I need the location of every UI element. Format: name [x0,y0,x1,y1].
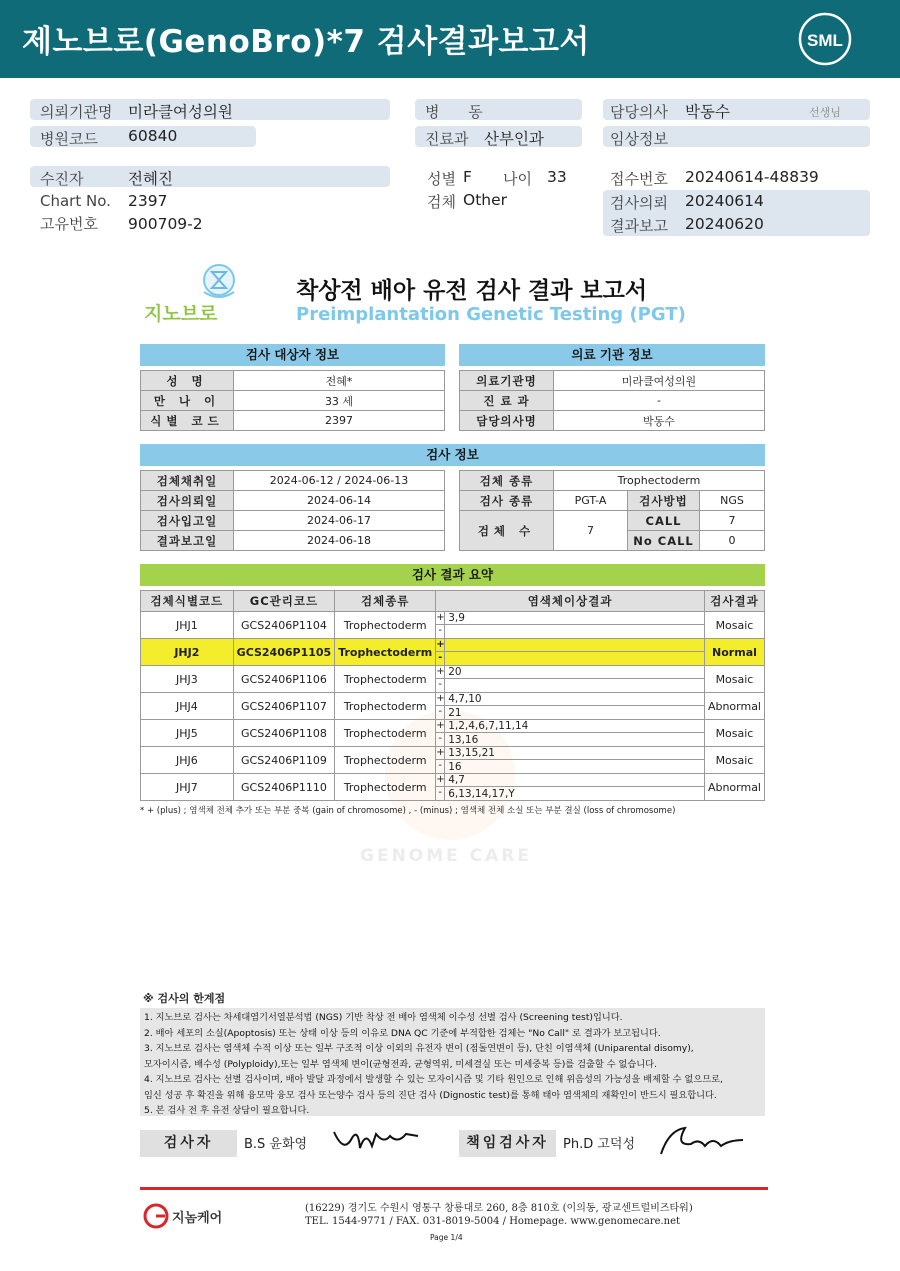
subject-age-label: 만 나 이 [141,391,234,411]
minus-row [436,652,704,665]
plus-sign: + [436,747,445,758]
company-name: 지놈케어 [172,1211,223,1226]
gc-code-cell: GCS2406P1109 [233,747,335,774]
address-line: (16229) 경기도 수원시 영통구 창룡대로 260, 8층 810호 (이의동, 광교센트럴비즈타워) [305,1203,693,1214]
subject-info-header: 검사 대상자 정보 [140,344,445,366]
report-title-korean: 착상전 배아 유전 검사 결과 보고서 [296,278,648,304]
received-date-value: 2024-06-17 [234,511,445,531]
clinic-info-header: 의료 기관 정보 [459,344,765,366]
minus-sign: - [436,733,445,746]
test-result-cell: Mosaic [704,612,764,639]
received-date-label: 검사입고일 [141,511,234,531]
minus-chromosomes: 16 [448,760,462,773]
call-value: 7 [700,511,765,531]
minus-sign: - [436,625,445,638]
chart-label: Chart No. [40,192,111,210]
genomecare-logo-icon [143,1203,169,1229]
department-label: 진료과 [425,130,469,148]
specimen-type-cell: Trophectoderm [335,612,436,639]
test-result-cell: Abnormal [704,693,764,720]
sample-id-cell: JHJ7 [141,774,234,801]
plus-sign: + [436,693,445,704]
footer-divider [140,1187,768,1190]
specimen-type-cell: Trophectoderm [335,747,436,774]
sex-label: 성별 [427,170,456,188]
plus-sign: + [436,612,445,623]
table-row [141,720,765,747]
receipt-value: 20240614-48839 [685,168,819,186]
tester-signature [330,1124,422,1158]
chromosome-result-cell [436,666,705,693]
gc-code-cell: GCS2406P1106 [233,666,335,693]
clinic-doctor-value: 박동수 [554,411,765,431]
test-result-cell: Mosaic [704,720,764,747]
subject-name-value: 전혜* [234,371,445,391]
test-specimen-table [459,470,765,551]
table-row [141,774,765,801]
minus-row [436,706,704,719]
limitations-title: ※ 검사의 한계점 [143,992,226,1005]
collection-value: 2024-06-12 / 2024-06-13 [234,471,445,491]
minus-row [436,733,704,746]
minus-row [436,787,704,800]
minus-sign: - [436,706,445,719]
subject-age-value: 33 세 [234,391,445,411]
clinic-dept-value: - [554,391,765,411]
count-value: 7 [554,511,628,551]
specimen-type-cell: Trophectoderm [335,774,436,801]
test-result-cell: Mosaic [704,666,764,693]
count-label: 검체 수 [460,511,554,551]
limitation-item: 4. 지노브로 검사는 선별 검사이며, 배아 발달 과정에서 발생할 수 있는 모자이시즘 및 기타 원인으로 인해 위음성의 가능성을 배제할 수 없으므로, [144,1074,723,1085]
id-value: 900709-2 [128,215,203,233]
limitation-item: 5. 본 검사 전 후 유전 상담이 필요합니다. [144,1105,310,1116]
page-number: Page 1/4 [430,1233,463,1242]
report-title-english: Preimplantation Genetic Testing (PGT) [296,304,686,325]
specimen-type-cell: Trophectoderm [335,693,436,720]
clinic-dept-label: 진 료 과 [460,391,554,411]
request-date-label: 검사의뢰일 [141,491,234,511]
department-value: 산부인과 [484,130,544,148]
specimen-value: Other [463,191,508,209]
report-label: 결과보고 [610,217,668,235]
chart-value: 2397 [128,192,168,210]
id-label: 고유번호 [40,215,98,233]
minus-row [436,679,704,692]
clinic-name-label: 의료기관명 [460,371,554,391]
specimen-type-cell: Trophectoderm [335,720,436,747]
test-info-header: 검사 정보 [140,444,765,466]
gc-code-cell: GCS2406P1110 [233,774,335,801]
subject-code-label: 식별 코드 [141,411,234,431]
request-label: 검사의뢰 [610,194,668,212]
plus-sign: + [436,639,445,650]
gc-code-cell: GCS2406P1107 [233,693,335,720]
genobro-logo [140,262,255,324]
chromosome-result-cell [436,720,705,747]
request-value: 20240614 [685,192,764,210]
gc-code-cell: GCS2406P1108 [233,720,335,747]
sample-id-cell: JHJ5 [141,720,234,747]
plus-sign: + [436,666,445,677]
test-type-label: 검사 종류 [460,491,554,511]
table-row [141,693,765,720]
col-specimen-type: 검체종류 [335,591,436,612]
chromosome-result-cell [436,639,705,666]
report-date-value: 2024-06-18 [234,531,445,551]
summary-header: 검사 결과 요약 [140,564,765,586]
summary-table [140,590,765,801]
company-address [305,1202,693,1228]
minus-chromosomes: 21 [448,706,462,719]
plus-chromosomes: 20 [448,666,462,678]
method-value: NGS [700,491,765,511]
plus-row [436,747,704,760]
report-date-label: 결과보고일 [141,531,234,551]
header-bar [0,0,900,78]
report-value: 20240620 [685,215,764,233]
col-test-result: 검사결과 [704,591,764,612]
receipt-label: 접수번호 [610,170,668,188]
minus-chromosomes: 6,13,14,17,Y [448,787,515,800]
plus-row [436,639,704,652]
col-sample-id: 검체식별코드 [141,591,234,612]
ward-label: 병 동 [425,103,495,121]
name-value: 전혜진 [128,170,173,188]
table-row [141,612,765,639]
hospital-code-label: 병원코드 [40,130,98,148]
specimen-type-value: Trophectoderm [554,471,765,491]
sml-logo-text: SML [807,31,843,50]
minus-chromosomes: 13,16 [448,733,479,746]
summary-footnote: * + (plus) ; 염색체 전체 추가 또는 부분 중복 (gain of chromosome) , - (minus) ; 염색체 전체 소실 또는 부분 결실 (loss of chromosome) [140,806,676,816]
limitation-item: 3. 지노브로 검사는 염색체 수적 이상 또는 일부 구조적 이상 이외의 유전자 변이 (점돌연변이 등), 단친 이염색체 (Uniparental disomy), [144,1043,694,1054]
subject-code-value: 2397 [234,411,445,431]
minus-sign: - [436,787,445,800]
watermark-text: GENOME CARE [360,846,533,866]
table-row [141,639,765,666]
tester-label: 검사자 [140,1130,237,1157]
limitations-box [140,1008,765,1116]
name-label: 수진자 [40,170,84,188]
clinic-doctor-label: 담당의사명 [460,411,554,431]
sample-id-cell: JHJ4 [141,693,234,720]
plus-row [436,720,704,733]
minus-sign: - [436,760,445,773]
chromosome-result-cell [436,693,705,720]
sample-id-cell: JHJ6 [141,747,234,774]
test-result-cell: Abnormal [704,774,764,801]
chromosome-result-cell [436,774,705,801]
sample-id-cell: JHJ1 [141,612,234,639]
nocall-value: 0 [700,531,765,551]
specimen-type-cell: Trophectoderm [335,639,436,666]
hospital-code-value: 60840 [128,127,178,145]
clinical-info-label: 임상정보 [610,130,668,148]
sml-logo [798,12,852,66]
test-dates-table [140,470,445,551]
page-title: 제노브로(GenoBro)*7 검사결과보고서 [22,24,590,60]
doctor-label: 담당의사 [610,103,668,121]
plus-row [436,774,704,787]
minus-sign: - [436,679,445,692]
specimen-type-label: 검체 종류 [460,471,554,491]
plus-chromosomes: 3,9 [448,612,465,624]
sample-id-cell: JHJ3 [141,666,234,693]
chromosome-result-cell [436,747,705,774]
institution-value: 미라클여성의원 [128,103,233,121]
col-gc-code: GC관리코드 [233,591,335,612]
plus-chromosomes: 4,7 [448,774,465,786]
chromosome-result-cell [436,612,705,639]
name-row [30,166,390,187]
institution-label: 의뢰기관명 [40,103,113,121]
limitation-item: 임신 성공 후 확진을 위해 융모막 융모 검사 또는양수 검사 등의 진단 검사 (Dignostic test)를 통해 태아 염색체의 재확인이 반드시 필요합니다. [144,1089,717,1101]
test-type-value: PGT-A [554,491,628,511]
nocall-label: No CALL [628,531,700,551]
table-row [141,747,765,774]
table-row [141,666,765,693]
sex-value: F [463,168,472,186]
clinic-info-table [459,370,765,431]
age-label: 나이 [503,170,532,188]
tester-name: B.S 윤화영 [244,1137,308,1152]
plus-chromosomes: 4,7,10 [448,693,482,705]
doctor-suffix: 선생님 [809,106,841,119]
collection-label: 검체채취일 [141,471,234,491]
gc-code-cell: GCS2406P1105 [233,639,335,666]
limitation-item: 1. 지노브로 검사는 차세대염기서열분석법 (NGS) 기반 착상 전 배아 염색체 이수성 선별 검사 (Screening test)입니다. [144,1012,623,1023]
genobro-brand-text: 지노브로 [144,303,218,324]
subject-name-label: 성 명 [141,371,234,391]
limitation-item: 모자이시즘, 배수성 (Polyploidy),또는 일부 염색체 변이(균형전좌, 균형역위, 미세결실 또는 미세중복 등)를 검출할 수 없습니다. [144,1058,657,1070]
specimen-type-cell: Trophectoderm [335,666,436,693]
gc-code-cell: GCS2406P1104 [233,612,335,639]
age-value: 33 [547,168,567,186]
limitation-item: 2. 배아 세포의 소실(Apoptosis) 또는 상태 이상 등의 이유로 DNA QC 기준에 부적합한 검체는 "No Call" 로 결과가 보고됩니다. [144,1027,661,1039]
supervisor-signature [655,1124,747,1158]
plus-row [436,666,704,679]
method-label: 검사방법 [628,491,700,511]
supervisor-name: Ph.D 고덕성 [563,1137,636,1152]
col-chromosome-result: 염색체이상결과 [436,591,705,612]
sample-id-cell: JHJ2 [141,639,234,666]
request-date-value: 2024-06-14 [234,491,445,511]
plus-chromosomes: 1,2,4,6,7,11,14 [448,720,529,732]
contact-line: TEL. 1544-9771 / FAX. 031-8019-5004 / Homepage. www.genomecare.net [305,1216,681,1227]
subject-info-table [140,370,445,431]
minus-row [436,760,704,773]
plus-chromosomes: 13,15,21 [448,747,495,759]
plus-sign: + [436,774,445,785]
test-result-cell: Normal [704,639,764,666]
specimen-label: 검체 [427,193,456,211]
plus-row [436,612,704,625]
doctor-value: 박동수 [685,103,730,121]
plus-sign: + [436,720,445,731]
call-label: CALL [628,511,700,531]
clinic-name-value: 미라클여성의원 [554,371,765,391]
test-result-cell: Mosaic [704,747,764,774]
plus-row [436,693,704,706]
supervisor-label: 책임검사자 [459,1130,556,1157]
minus-row [436,625,704,638]
minus-sign: - [436,652,445,665]
